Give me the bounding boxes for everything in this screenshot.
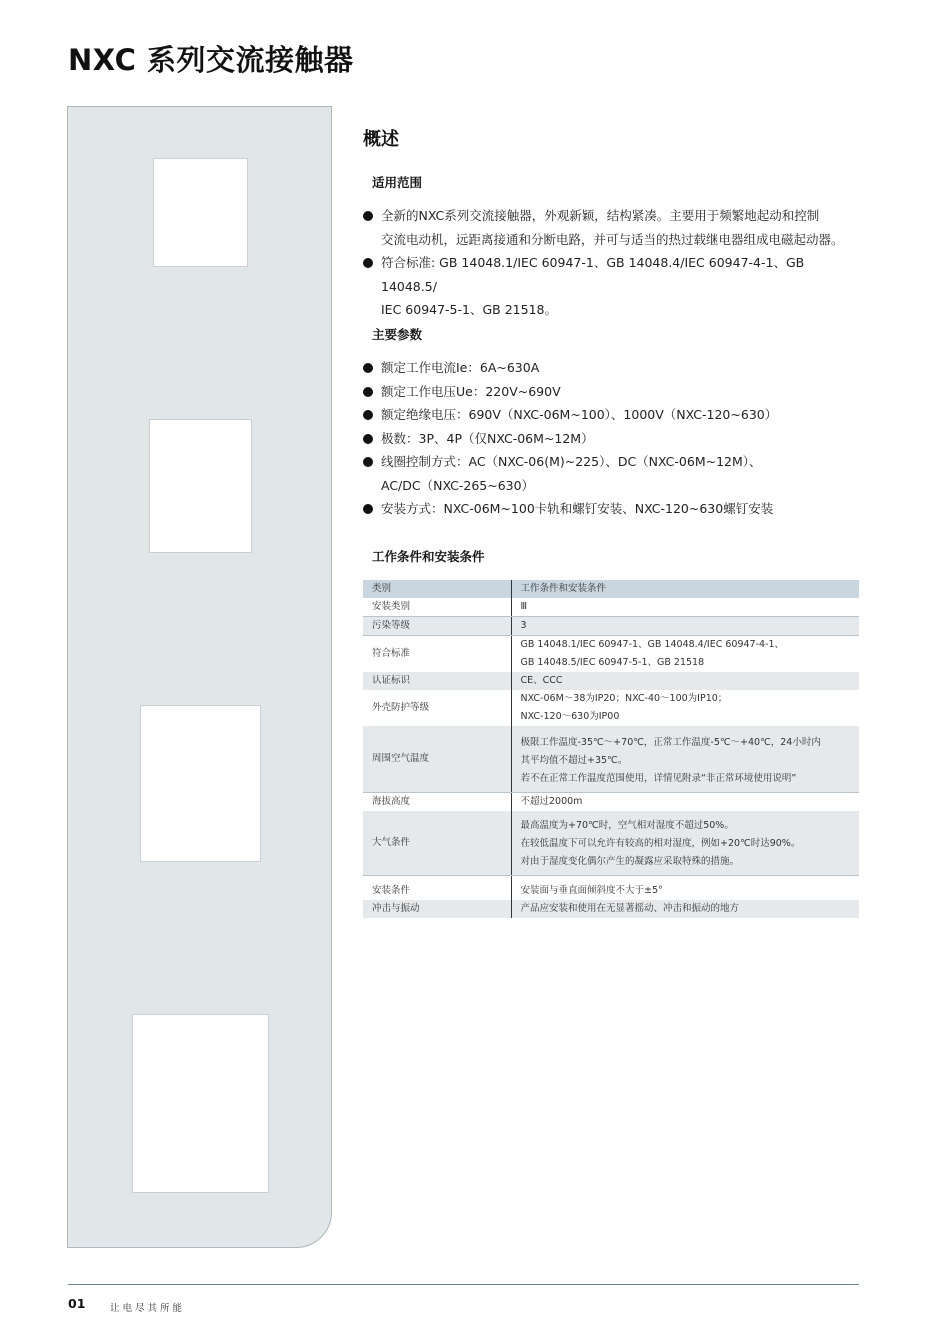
table-header-row [363,580,859,598]
bullet-icon [363,504,373,514]
page-title: NXC 系列交流接触器 [68,43,354,77]
table-row [363,876,859,901]
bullet-icon [363,363,373,373]
table-cell-label: 海拔高度 [372,796,411,807]
table-cell-value: 极限工作温度-35℃～+70℃，正常工作温度-5℃～+40℃，24小时内 其平均值不超过+35℃。 若不在正常工作温度范围使用，详情见附录“非正常环境使用说明” [511,726,859,793]
product-photo [149,419,252,553]
product-photo [153,158,248,267]
product-photo [140,705,261,862]
table-cell-label: 符合标准 [372,648,411,659]
footer-divider [68,1284,859,1285]
params-list [363,356,863,521]
table-cell-value: GB 14048.1/IEC 60947-1、GB 14048.4/IEC 60947-4-1、 GB 14048.5/IEC 60947-5-1、GB 21518 [511,636,859,673]
table-row [363,793,859,812]
table-row [363,726,859,793]
table-cell-label: 安装条件 [372,885,411,896]
table-row [363,690,859,726]
table-cell-label: 周围空气温度 [363,726,511,793]
table-row [363,672,859,690]
list-item: 额定绝缘电压：690V（NXC-06M~100）、1000V（NXC-120~630） [363,403,863,427]
list-item: 线圈控制方式：AC（NXC-06(M)~225）、DC（NXC-06M~12M）、 AC/DC（NXC-265~630） [363,450,863,497]
list-item: 额定工作电压Ue：220V~690V [363,380,863,404]
bullet-icon [363,457,373,467]
table-cell-value: Ⅲ [511,598,859,617]
list-item: 极数：3P、4P（仅NXC-06M~12M） [363,427,863,451]
table-row [363,811,859,876]
table-cell-label: 冲击与振动 [363,900,511,918]
table-row [363,900,859,918]
table-header-cell: 类别 [363,580,511,598]
bullet-icon [363,258,373,268]
conditions-table [363,580,859,918]
bullet-icon [363,434,373,444]
params-heading: 主要参数 [372,327,423,342]
table-cell-label: 大气条件 [363,811,511,876]
product-image-panel [67,106,332,1248]
scope-heading: 适用范围 [372,175,423,190]
table-cell-label: 安装类别 [363,598,511,617]
table-row [363,598,859,617]
product-photo [132,1014,269,1193]
list-item: 全新的NXC系列交流接触器，外观新颖，结构紧凑。主要用于频繁地起动和控制 交流电动机，远距离接通和分断电路，并可与适当的热过载继电器组成电磁起动器。 [363,204,863,251]
bullet-icon [363,410,373,420]
overview-heading: 概述 [363,129,399,150]
bullet-icon [363,211,373,221]
table-cell-label: 污染等级 [363,617,511,636]
bullet-icon [363,387,373,397]
table-cell-value: NXC-06M～38为IP20；NXC-40～100为IP10； NXC-120～630为IP00 [511,690,859,726]
list-item: 符合标准: GB 14048.1/IEC 60947-1、GB 14048.4/IEC 60947-4-1、GB 14048.5/ IEC 60947-5-1、GB 21518。 [363,251,863,322]
list-item: 安装方式：NXC-06M~100卡轨和螺钉安装、NXC-120~630螺钉安装 [363,497,863,521]
table-cell-value: 最高温度为+70℃时，空气相对湿度不超过50%。 在较低温度下可以允许有较高的相对湿度，例如+20℃时达90%。 对由于湿度变化偶尔产生的凝露应采取特殊的措施。 [511,811,859,876]
conditions-heading: 工作条件和安装条件 [372,549,485,564]
table-row [363,636,859,673]
table-header-cell: 工作条件和安装条件 [511,580,859,598]
page-number: 01 [68,1296,86,1311]
table-cell-value: CE、CCC [511,672,859,690]
footer-slogan: 让电尽其所能 [110,1303,186,1314]
table-cell-value: 安装面与垂直面倾斜度不大于±5° [511,876,859,901]
table-cell-label: 认证标识 [363,672,511,690]
table-cell-value: 产品应安装和使用在无显著摇动、冲击和振动的地方 [511,900,859,918]
list-item: 额定工作电流Ie：6A~630A [363,356,863,380]
table-row [363,617,859,636]
table-cell-value: 3 [511,617,859,636]
table-cell-label: 外壳防护等级 [372,702,430,713]
table-cell-value: 不超过2000m [511,793,859,812]
scope-list [363,204,863,322]
